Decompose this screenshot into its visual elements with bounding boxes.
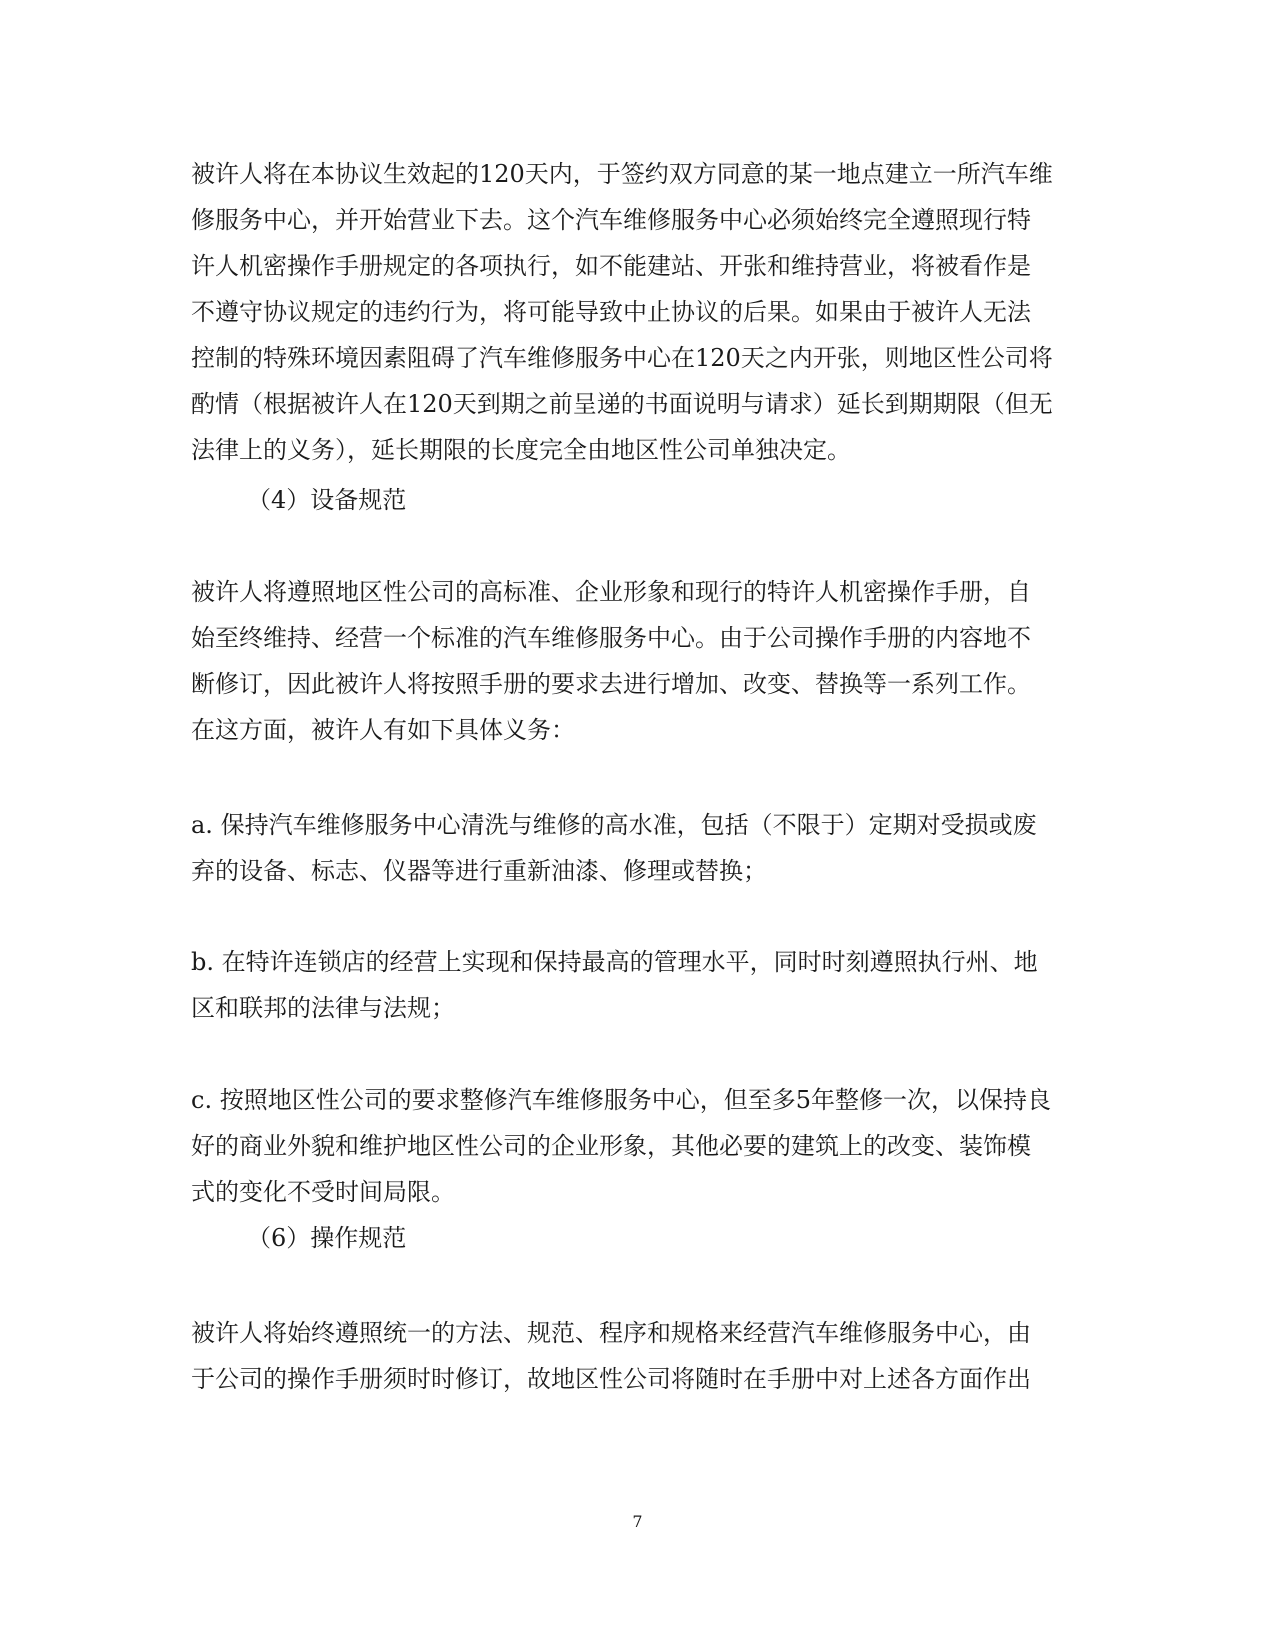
text-line: 控制的特殊环境因素阻碍了汽车维修服务中心在120天之内开张，则地区性公司将: [191, 344, 1053, 372]
text-line: 被许人将遵照地区性公司的高标准、企业形象和现行的特许人机密操作手册，自: [191, 578, 1031, 606]
text-line: 法律上的义务），延长期限的长度完全由地区性公司单独决定。: [191, 436, 851, 464]
paragraph-operations: [191, 1310, 1071, 1402]
text-line: 式的变化不受时间局限。: [191, 1178, 455, 1206]
list-item-c: [191, 1077, 1071, 1215]
text-line: 好的商业外貌和维护地区性公司的企业形象，其他必要的建筑上的改变、装饰模: [191, 1132, 1031, 1160]
text-line: 酌情（根据被许人在120天到期之前呈递的书面说明与请求）延长到期期限（但无: [191, 390, 1053, 418]
text-line: 修服务中心，并开始营业下去。这个汽车维修服务中心必须始终完全遵照现行特: [191, 206, 1031, 234]
text-line: 区和联邦的法律与法规；: [191, 994, 455, 1022]
text-line: 始至终维持、经营一个标准的汽车维修服务中心。由于公司操作手册的内容地不: [191, 624, 1031, 652]
section-heading-operations: （6）操作规范: [247, 1224, 407, 1252]
text-line: 被许人将在本协议生效起的120天内，于签约双方同意的某一地点建立一所汽车维: [191, 160, 1053, 188]
list-item-b: [191, 939, 1071, 1031]
text-line: c. 按照地区性公司的要求整修汽车维修服务中心，但至多5年整修一次，以保持良: [191, 1086, 1051, 1114]
text-line: a. 保持汽车维修服务中心清洗与维修的高水准，包括（不限于）定期对受损或废: [191, 811, 1037, 839]
text-line: 被许人将始终遵照统一的方法、规范、程序和规格来经营汽车维修服务中心，由: [191, 1319, 1031, 1347]
text-line: 在这方面，被许人有如下具体义务：: [191, 716, 575, 744]
text-line: 许人机密操作手册规定的各项执行，如不能建站、开张和维持营业，将被看作是: [191, 252, 1031, 280]
paragraph-120-days: [191, 151, 1071, 473]
list-item-a: [191, 802, 1071, 894]
text-line: 弃的设备、标志、仪器等进行重新油漆、修理或替换；: [191, 857, 767, 885]
text-line: 于公司的操作手册须时时修订，故地区性公司将随时在手册中对上述各方面作出: [191, 1365, 1031, 1393]
section-heading-equipment: （4）设备规范: [247, 486, 407, 514]
text-line: b. 在特许连锁店的经营上实现和保持最高的管理水平，同时时刻遵照执行州、地: [191, 948, 1038, 976]
text-line: 不遵守协议规定的违约行为，将可能导致中止协议的后果。如果由于被许人无法: [191, 298, 1031, 326]
page-number: 7: [632, 1512, 643, 1531]
text-line: 断修订，因此被许人将按照手册的要求去进行增加、改变、替换等一系列工作。: [191, 670, 1031, 698]
paragraph-standards: [191, 569, 1071, 753]
